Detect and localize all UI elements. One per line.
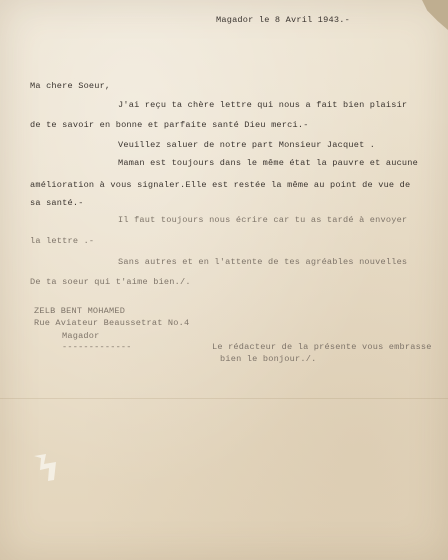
torn-corner bbox=[422, 0, 448, 30]
body-line: J'ai reçu ta chère lettre qui nous a fait bien plaisir bbox=[118, 100, 408, 110]
tape-mark bbox=[30, 450, 62, 484]
closing-line: Le rédacteur de la présente vous embrasse bbox=[212, 342, 432, 352]
salutation: Ma chere Soeur, bbox=[30, 81, 111, 91]
address-rule: ------------- bbox=[62, 342, 132, 352]
body-line: Il faut toujours nous écrire car tu as tardé à envoyer bbox=[118, 215, 408, 225]
paper-fold bbox=[0, 398, 448, 399]
sender-city: Magador bbox=[62, 331, 100, 341]
body-line: De ta soeur qui t'aime bien./. bbox=[30, 277, 191, 287]
closing-line: bien le bonjour./. bbox=[220, 354, 317, 364]
body-line: amélioration à vous signaler.Elle est restée la même au point de vue de bbox=[30, 180, 411, 190]
sender-street: Rue Aviateur Beaussetrat No.4 bbox=[34, 318, 190, 328]
body-line: Maman est toujours dans le même état la pauvre et aucune bbox=[118, 158, 418, 168]
body-line: de te savoir en bonne et parfaite santé Dieu merci.- bbox=[30, 120, 309, 130]
body-line: Veuillez saluer de notre part Monsieur Jacquet . bbox=[118, 140, 376, 150]
dateline: Magador le 8 Avril 1943.- bbox=[216, 15, 350, 25]
body-line: la lettre .- bbox=[30, 236, 95, 246]
body-line: sa santé.- bbox=[30, 198, 84, 208]
sender-name: ZELB BENT MOHAMED bbox=[34, 306, 126, 316]
body-line: Sans autres et en l'attente de tes agréables nouvelles bbox=[118, 257, 408, 267]
